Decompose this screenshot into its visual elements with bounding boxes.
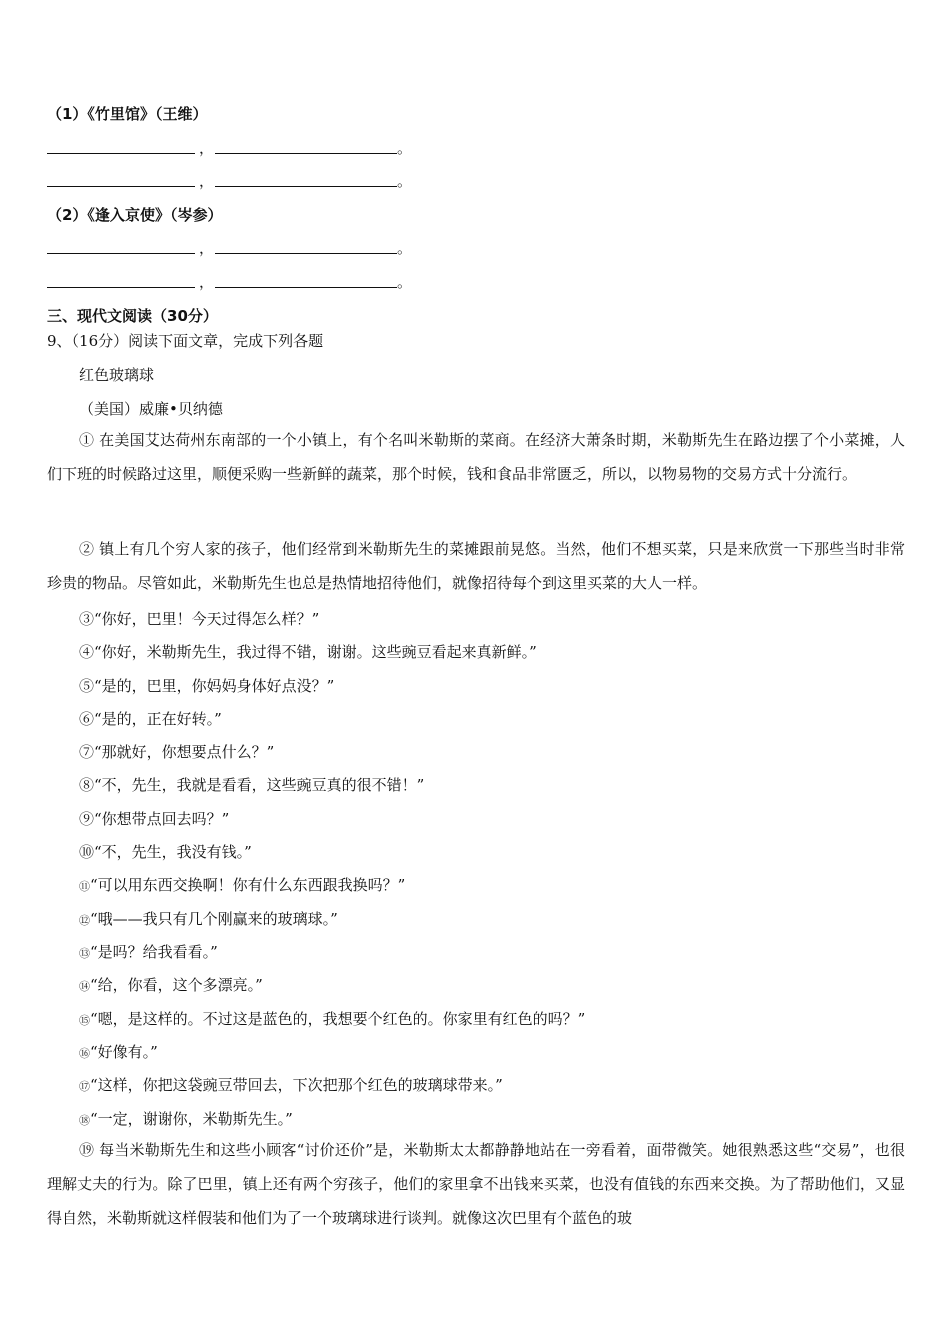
line-number: ④ [79, 643, 95, 661]
answer-blank[interactable] [47, 271, 195, 288]
line-number: ⑱ [79, 1114, 90, 1127]
answer-blank[interactable] [215, 137, 397, 154]
dialogue-line [79, 608, 319, 629]
dialogue-text: “那就好，你想要点什么？” [94, 743, 275, 761]
dialogue-line [79, 908, 338, 929]
dialogue-text: “嗯，是这样的。不过这是蓝色的，我想要个红色的。你家里有红色的吗？” [90, 1010, 586, 1028]
dialogue-text: “是吗？给我看看。” [90, 943, 218, 961]
dialogue-text: “你想带点回去吗？” [94, 810, 230, 828]
comma: ， [199, 273, 215, 291]
answer-blank[interactable] [47, 137, 195, 154]
period: 。 [397, 172, 413, 190]
poem2-heading: （2）《逢入京使》（岑参） [47, 206, 223, 224]
period: 。 [397, 273, 413, 291]
answer-blank[interactable] [47, 237, 195, 254]
dialogue-line [79, 974, 263, 995]
line-number: ⑨ [79, 810, 95, 828]
dialogue-line [79, 874, 405, 895]
line-number: ⑬ [79, 947, 90, 960]
paragraph-2: ② 镇上有几个穷人家的孩子，他们经常到米勒斯先生的菜摊跟前晃悠。当然，他们不想买菜，只是来欣赏一下那些当时非常珍贵的物品。尽管如此，米勒斯先生也总是热情地招待他们，就像招待每个到这里买菜的大人一样。 [47, 540, 905, 592]
answer-blank[interactable] [47, 170, 195, 187]
dialogue-line [79, 841, 252, 862]
question-9-prompt: 9、（16分）阅读下面文章，完成下列各题 [47, 332, 324, 350]
poem1-heading: （1）《竹里馆》（王维） [47, 105, 208, 123]
dialogue-line [79, 941, 218, 962]
dialogue-text: “哦——我只有几个刚赢来的玻璃球。” [90, 910, 338, 928]
answer-blank[interactable] [215, 271, 397, 288]
line-number: ⑧ [79, 776, 95, 794]
comma: ， [199, 139, 215, 157]
paragraph-19: ⑲ 每当米勒斯先生和这些小顾客“讨价还价”是，米勒斯太太都静静地站在一旁看着，面带微笑。她很熟悉这些“交易”，也很理解丈夫的行为。除了巴里，镇上还有两个穷孩子，他们的家里拿不出钱来买菜，也没有值钱的东西来交换。为了帮助他们，又显得自然，米勒斯就这样假装和他们为了一个玻璃球进行谈判。就像这次巴里有个蓝色的玻 [47, 1141, 905, 1227]
paragraph-1: ① 在美国艾达荷州东南部的一个小镇上，有个名叫米勒斯的菜商。在经济大萧条时期，米勒斯先生在路边摆了个小菜摊，人们下班的时候路过这里，顺便采购一些新鲜的蔬菜，那个时候，钱和食品非常匮乏，所以，以物易物的交易方式十分流行。 [47, 431, 905, 483]
dialogue-text: “不，先生，我就是看看，这些豌豆真的很不错！” [94, 776, 425, 794]
dialogue-line [79, 708, 222, 729]
line-number: ⑯ [79, 1047, 90, 1060]
line-number: ⑮ [79, 1014, 90, 1027]
dialogue-line [79, 1041, 158, 1062]
line-number: ⑦ [79, 743, 95, 761]
dialogue-text: “不，先生，我没有钱。” [94, 843, 252, 861]
dialogue-line [79, 675, 334, 696]
line-number: ⑰ [79, 1080, 90, 1093]
section-3-heading: 三、现代文阅读（30分） [47, 307, 218, 325]
answer-blank[interactable] [215, 170, 397, 187]
line-number: ⑤ [79, 677, 95, 695]
article-author: （美国）威廉•贝纳德 [79, 400, 223, 418]
line-number: ⑫ [79, 914, 90, 927]
dialogue-text: “是的，巴里，你妈妈身体好点没？” [94, 677, 335, 695]
dialogue-line [79, 1108, 293, 1129]
dialogue-line [79, 1074, 503, 1095]
line-number: ⑭ [79, 980, 90, 993]
dialogue-text: “这样，你把这袋豌豆带回去，下次把那个红色的玻璃球带来。” [90, 1076, 503, 1094]
line-number: ⑪ [79, 880, 90, 893]
dialogue-text: “可以用东西交换啊！你有什么东西跟我换吗？” [90, 876, 406, 894]
dialogue-line [79, 741, 274, 762]
dialogue-line [79, 641, 537, 662]
period: 。 [397, 239, 413, 257]
comma: ， [199, 239, 215, 257]
period: 。 [397, 139, 413, 157]
answer-blank[interactable] [215, 237, 397, 254]
article-title: 红色玻璃球 [79, 366, 155, 384]
dialogue-line [79, 1008, 585, 1029]
line-number: ⑩ [79, 843, 95, 861]
dialogue-text: “好像有。” [90, 1043, 158, 1061]
line-number: ⑥ [79, 710, 95, 728]
dialogue-text: “给，你看，这个多漂亮。” [90, 976, 263, 994]
comma: ， [199, 172, 215, 190]
dialogue-line [79, 774, 424, 795]
dialogue-text: “你好，巴里！今天过得怎么样？” [94, 610, 320, 628]
dialogue-text: “你好，米勒斯先生，我过得不错，谢谢。这些豌豆看起来真新鲜。” [94, 643, 537, 661]
dialogue-text: “一定，谢谢你，米勒斯先生。” [90, 1110, 293, 1128]
line-number: ③ [79, 610, 95, 628]
dialogue-line [79, 808, 229, 829]
dialogue-text: “是的，正在好转。” [94, 710, 222, 728]
